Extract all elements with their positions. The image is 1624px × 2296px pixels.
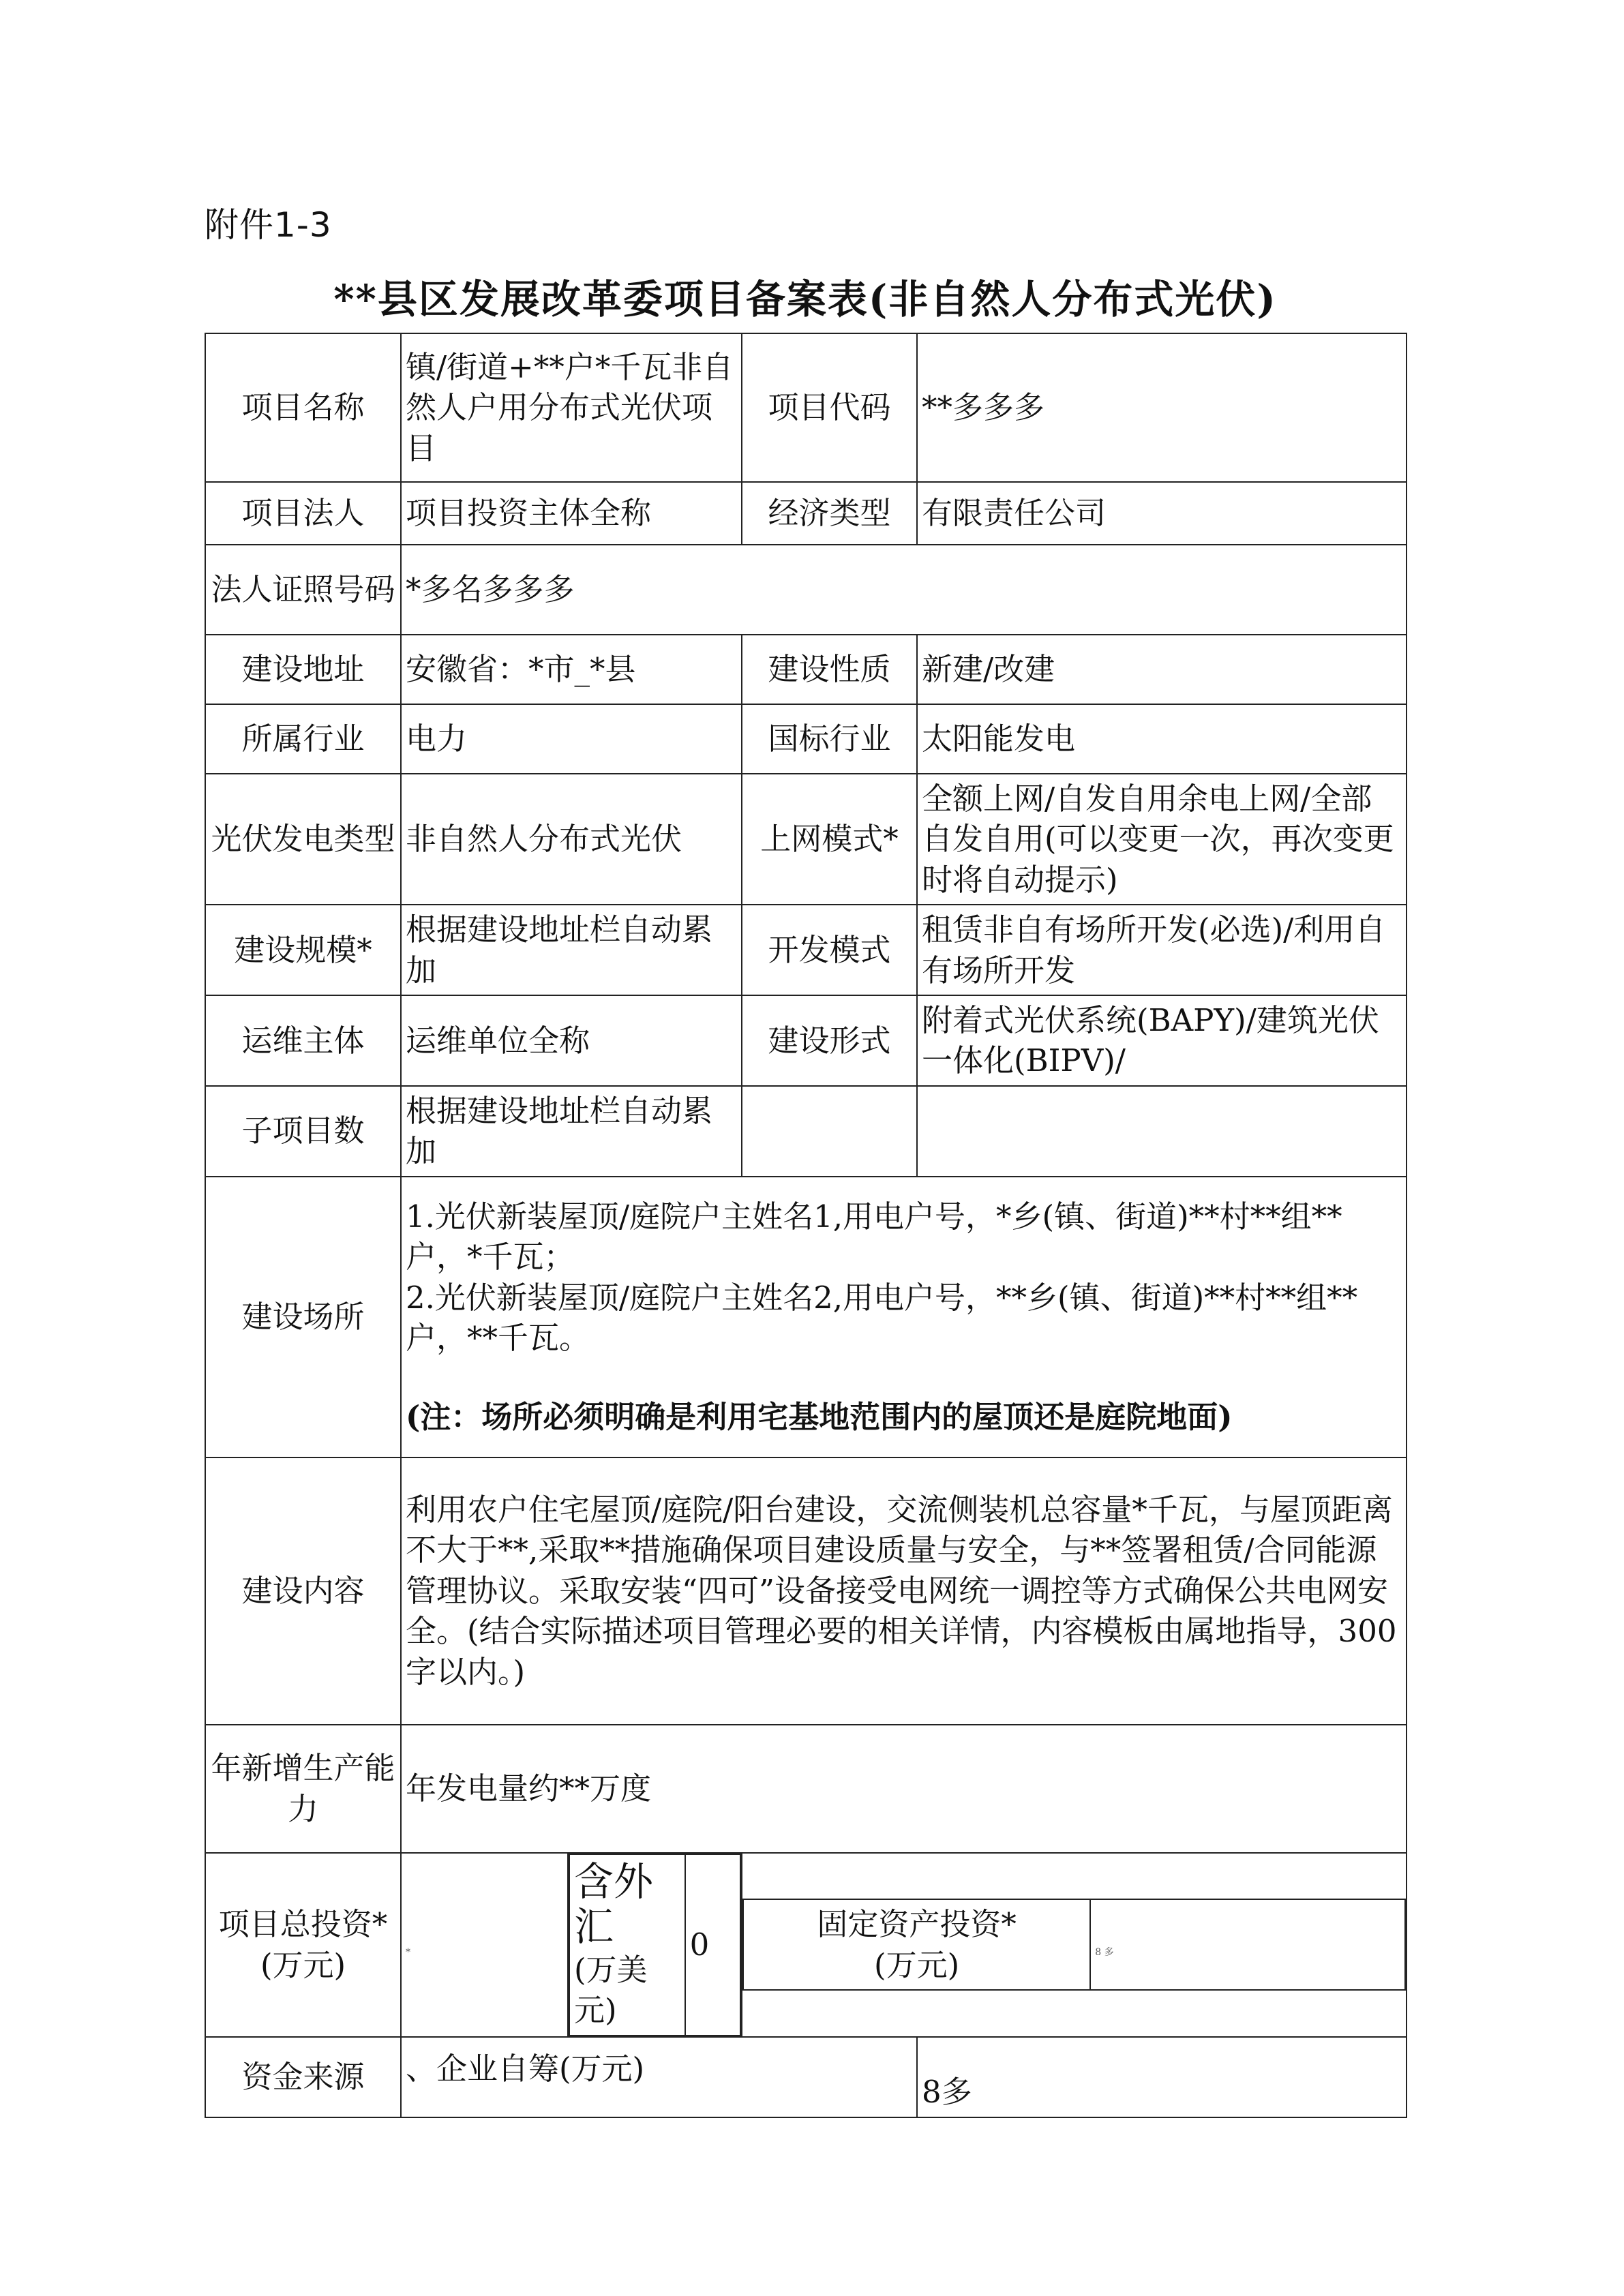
fixed-invest-nested	[742, 1899, 1406, 1991]
forex-unit: (万美元)	[574, 1951, 648, 2029]
fund-source: 、企业自筹(万元)	[401, 2037, 917, 2117]
site-value	[401, 1177, 1407, 1457]
legal-person-label: 项目法人	[205, 482, 401, 545]
project-code-value: **多多多	[917, 333, 1407, 482]
address-label: 建设地址	[205, 635, 401, 704]
project-name-label: 项目名称	[205, 333, 401, 482]
page-title: **县区发展改革委项目备案表(非自然人分布式光伏)	[333, 276, 1277, 322]
pv-type-value: 非自然人分布式光伏	[401, 774, 742, 905]
row-scale	[205, 905, 1407, 995]
sub-count-empty-cell-2	[917, 1086, 1407, 1177]
content-value: 利用农户住宅屋顶/庭院/阳台建设，交流侧装机总容量*千瓦，与屋顶距离不大于**,采取**措施确保项目建设质量与安全，与**签署租赁/合同能源管理协议。采取安装“四可”设备接受电网统一调控等方式确保公共电网安全。(结合实际描述项目管理必要的相关详情，内容模板由属地指导，300字以内。)	[401, 1457, 1407, 1725]
row-address	[205, 635, 1407, 704]
row-legal-person	[205, 482, 1407, 545]
row-project-name	[205, 333, 1407, 482]
forex-nested	[569, 1854, 741, 2036]
forex-cell	[568, 1853, 742, 2037]
fixed-invest-label: 固定资产投资*	[817, 1906, 1017, 1943]
total-invest-value	[401, 1853, 568, 2037]
scale-value: 根据建设地址栏自动累加	[401, 905, 742, 995]
industry-label: 所属行业	[205, 704, 401, 774]
grid-mode-value: 全额上网/自发自用余电上网/全部自发自用(可以变更一次，再次变更时将自动提示)	[917, 774, 1407, 905]
total-invest-unit: (万元)	[260, 1946, 346, 1983]
total-invest-label: 项目总投资*	[218, 1906, 388, 1943]
capacity-value: 年发电量约**万度	[401, 1725, 1407, 1853]
site-item-1: 1.光伏新装屋顶/庭院户主姓名1,用电户号，*乡(镇、街道)**村**组**户，*千瓦；	[406, 1198, 1342, 1275]
industry-value: 电力	[401, 704, 742, 774]
fixed-invest-label-cell	[743, 1899, 1090, 1990]
total-invest-amount: *	[406, 1946, 410, 1958]
grid-mode-label: 上网模式*	[742, 774, 917, 905]
fixed-invest-cell	[742, 1853, 1407, 2037]
fund-value: 8多	[917, 2037, 1407, 2117]
row-license	[205, 545, 1407, 635]
capacity-label: 年新增生产能力	[205, 1725, 401, 1853]
site-item-2: 2.光伏新装屋顶/庭院户主姓名2,用电户号，**乡(镇、街道)**村**组**户，**千瓦。	[406, 1279, 1358, 1357]
operator-label: 运维主体	[205, 995, 401, 1086]
project-code-label: 项目代码	[742, 333, 917, 482]
content-label: 建设内容	[205, 1457, 401, 1725]
fixed-invest-unit: (万元)	[874, 1946, 960, 1983]
fixed-invest-value: 8 多	[1095, 1946, 1114, 1958]
pv-type-label: 光伏发电类型	[205, 774, 401, 905]
forex-value: 0	[685, 1854, 740, 2036]
dev-mode-value: 租赁非自有场所开发(必选)/利用自有场所开发	[917, 905, 1407, 995]
row-industry	[205, 704, 1407, 774]
build-form-value: 附着式光伏系统(BAPY)/建筑光伏一体化(BIPV)/	[917, 995, 1407, 1086]
operator-value: 运维单位全称	[401, 995, 742, 1086]
scale-label: 建设规模*	[205, 905, 401, 995]
economy-type-label: 经济类型	[742, 482, 917, 545]
attachment-label: 附件1-3	[205, 205, 332, 245]
sub-count-label: 子项目数	[205, 1086, 401, 1177]
row-pv-type	[205, 774, 1407, 905]
row-investment	[205, 1853, 1407, 2037]
national-industry-label: 国标行业	[742, 704, 917, 774]
row-capacity	[205, 1725, 1407, 1853]
row-operator	[205, 995, 1407, 1086]
total-invest-label-cell	[205, 1853, 401, 2037]
economy-type-value: 有限责任公司	[917, 482, 1407, 545]
nature-label: 建设性质	[742, 635, 917, 704]
legal-person-value: 项目投资主体全称	[401, 482, 742, 545]
dev-mode-label: 开发模式	[742, 905, 917, 995]
row-sub-count	[205, 1086, 1407, 1177]
sub-count-empty-cell-1	[742, 1086, 917, 1177]
build-form-label: 建设形式	[742, 995, 917, 1086]
filing-form-table	[205, 333, 1407, 2118]
row-site	[205, 1177, 1407, 1457]
project-name-value: 镇/街道+**户*千瓦非自然人户用分布式光伏项 目	[401, 333, 742, 482]
license-value: *多名多多多	[401, 545, 1407, 635]
forex-label: 含外汇	[574, 1858, 654, 1950]
forex-label-cell	[569, 1854, 685, 2036]
license-label: 法人证照号码	[205, 545, 401, 635]
fixed-invest-value-cell	[1090, 1899, 1405, 1990]
row-content	[205, 1457, 1407, 1725]
row-fund	[205, 2037, 1407, 2117]
site-label: 建设场所	[205, 1177, 401, 1457]
fund-label: 资金来源	[205, 2037, 401, 2117]
nature-value: 新建/改建	[917, 635, 1407, 704]
site-note: (注：场所必须明确是利用宅基地范围内的屋顶还是庭院地面)	[406, 1398, 1233, 1435]
sub-count-value: 根据建设地址栏自动累加	[401, 1086, 742, 1177]
address-value: 安徽省：*市_*县	[401, 635, 742, 704]
national-industry-value: 太阳能发电	[917, 704, 1407, 774]
